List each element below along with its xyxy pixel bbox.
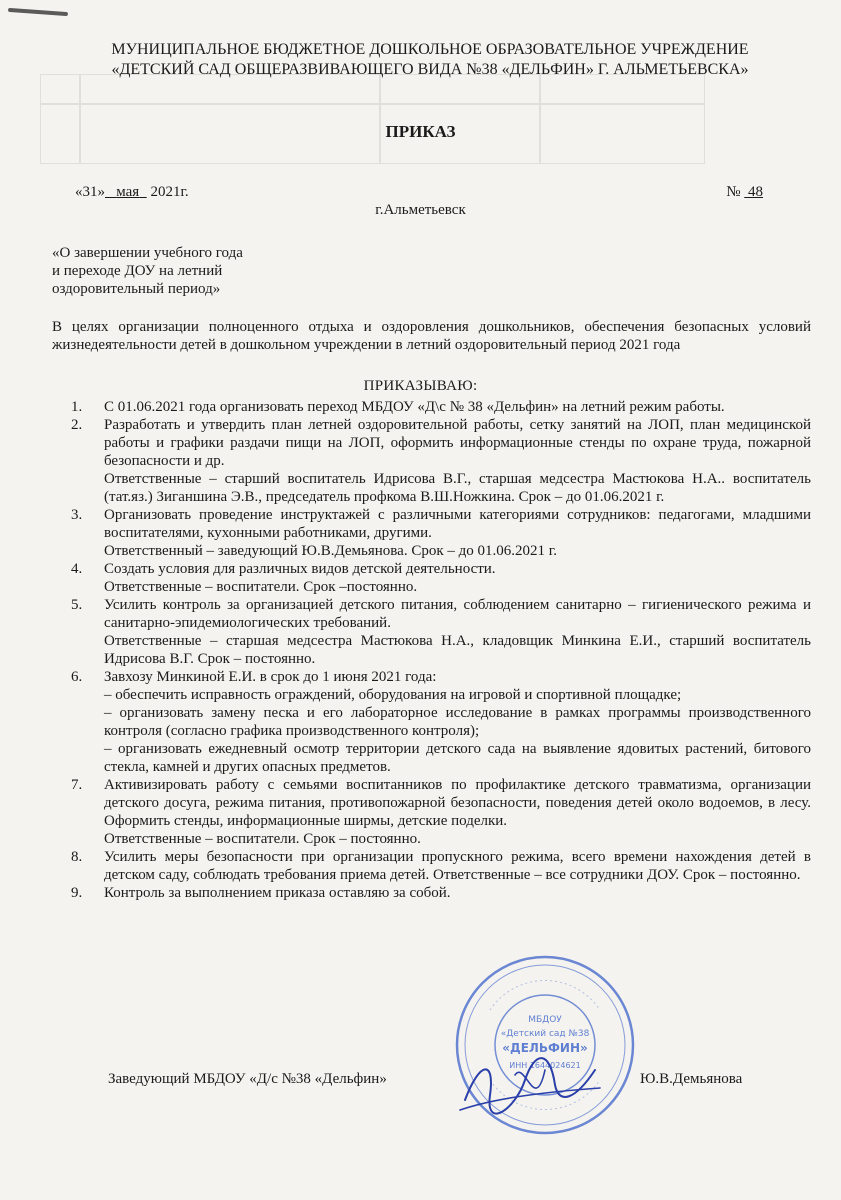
item-responsible: Ответственные – старший воспитатель Идрисова В.Г., старшая медсестра Мастюкова Н.А.. воспитатель (тат.яз.) Зиганшина Э.В., председатель профкома В.Ш.Ножкина. Срок – до 01.06.2021 г. [104, 471, 811, 505]
signatory-name: Ю.В.Демьянова [640, 1071, 743, 1087]
item-subtask: – организовать ежедневный осмотр территории детского сада на выявление ядовитых растений, битового стекла, камней и других опасных предметов. [104, 741, 811, 775]
item-subtask: – обеспечить исправность ограждений, оборудования на игровой и спортивной площадке; [104, 687, 682, 703]
subject-line-1: «О завершении учебного года [52, 245, 243, 261]
item-text: Усилить меры безопасности при организации пропускного режима, всего времени нахождения детей в детском саду, соблюдать требования приема детей. Ответственные – все сотрудники ДОУ. Срок – постоянно. [104, 849, 811, 883]
header-line-2: «ДЕТСКИЙ САД ОБЩЕРАЗВИВАЮЩЕГО ВИДА №38 «ДЕЛЬФИН» Г. АЛЬМЕТЬЕВСКА» [111, 61, 749, 78]
date-day: «31» [75, 184, 105, 200]
seal-line-2: «Детский сад №38 [500, 1029, 590, 1039]
item-text: Разработать и утвердить план летней оздоровительной работы, сетку занятий на ЛОП, план медицинской работы и графики раздачи пищи на ЛОП, оформить информационные стенды по охране труда, пожарной безопасности и др. [104, 417, 811, 469]
header-line-1: МУНИЦИПАЛЬНОЕ БЮДЖЕТНОЕ ДОШКОЛЬНОЕ ОБРАЗОВАТЕЛЬНОЕ УЧРЕЖДЕНИЕ [111, 41, 749, 58]
order-word: ПРИКАЗЫВАЮ: [363, 378, 478, 394]
date-year: 2021г. [150, 184, 189, 200]
order-items [52, 398, 811, 902]
order-subject [52, 244, 312, 298]
city: г.Альметьевск [375, 202, 466, 218]
order-item: 5. Усилить контроль за организацией детского питания, соблюдением санитарно – гигиенического режима и санитарно-эпидемиологических требований. Ответственные – старшая медсестра Мастюкова Н.А., кладовщик Минкина Е.И., старший воспитатель Идрисова В.Г. Срок – постоянно. [71, 597, 811, 667]
item-text: Завхозу Минкиной Е.И. в срок до 1 июня 2021 года: [104, 669, 437, 685]
order-date [75, 184, 189, 201]
item-responsible: Ответственный – заведующий Ю.В.Демьянова. Срок – до 01.06.2021 г. [104, 543, 557, 559]
order-number [726, 184, 763, 201]
date-month: мая [116, 184, 140, 200]
signatory-position: Заведующий МБДОУ «Д/с №38 «Дельфин» [108, 1071, 387, 1087]
seal-line-1: МБДОУ [528, 1015, 562, 1025]
item-responsible: Ответственные – воспитатели. Срок – постоянно. [104, 831, 421, 847]
order-item: 6. Завхозу Минкиной Е.И. в срок до 1 июня 2021 года: – обеспечить исправность ограждений, оборудования на игровой и спортивной площадке; – организовать замену песка и его лабораторное исследование в рамках программы производственного контроля (согласно графика производственного контроля); – организовать ежедневный осмотр территории детского сада на выявление ядовитых растений, битового стекла, камней и других опасных предметов. [71, 669, 811, 775]
order-item: 9. Контроль за выполнением приказа оставляю за собой. [52, 884, 811, 902]
item-responsible: Ответственные – старшая медсестра Мастюкова Н.А., кладовщик Минкина Е.И., старший воспитатель Идрисова В.Г. Срок – постоянно. [104, 633, 811, 667]
document-title: ПРИКАЗ [385, 122, 456, 141]
item-responsible: Ответственные – воспитатели. Срок –постоянно. [104, 579, 418, 595]
item-text: Активизировать работу с семьями воспитанников по профилактике детского травматизма, организации детского досуга, режима питания, противопожарной безопасности, поведения детей около водоемов, в лесу. Оформить стенды, информационные ширмы, детские поделки. [104, 777, 811, 829]
seal-line-3: «ДЕЛЬФИН» [502, 1041, 588, 1055]
order-item: 7. Активизировать работу с семьями воспитанников по профилактике детского травматизма, организации детского досуга, режима питания, противопожарной безопасности, поведения детей около водоемов, в лесу. Оформить стенды, информационные ширмы, детские поделки. Ответственные – воспитатели. Срок – постоянно. [71, 777, 811, 847]
bleed-through-table [40, 74, 705, 164]
handwritten-signature [455, 1040, 605, 1120]
scan-mark [8, 8, 68, 16]
item-text: Усилить контроль за организацией детского питания, соблюдением санитарно – гигиенического режима и санитарно-эпидемиологических требований. [104, 597, 811, 631]
item-text: С 01.06.2021 года организовать переход МБДОУ «Д\с № 38 «Дельфин» на летний режим работы. [104, 399, 725, 415]
order-item: 3. Организовать проведение инструктажей с различными категориями сотрудников: педагогами, младшими воспитателями, кухонными работниками, другими. Ответственный – заведующий Ю.В.Демьянова. Срок – до 01.06.2021 г. [71, 507, 811, 559]
intro-paragraph: В целях организации полноценного отдыха и оздоровления дошкольников, обеспечения безопасных условий жизнедеятельности детей в дошкольном учреждении в летний оздоровительный период 2021 года [52, 319, 811, 353]
number-sign: № [726, 184, 741, 200]
seal-line-4: ИНН 1644024621 [509, 1061, 581, 1070]
subject-line-3: оздоровительный период» [52, 281, 221, 297]
number-value: 48 [748, 184, 763, 200]
item-text: Создать условия для различных видов детской деятельности. [104, 561, 496, 577]
item-subtask: – организовать замену песка и его лабораторное исследование в рамках программы производственного контроля (согласно графика производственного контроля); [104, 705, 811, 739]
order-item: 1. С 01.06.2021 года организовать переход МБДОУ «Д\с № 38 «Дельфин» на летний режим работы. [52, 398, 811, 416]
subject-line-2: и переходе ДОУ на летний [52, 263, 223, 279]
institution-header [40, 40, 820, 80]
order-item: 4. Создать условия для различных видов детской деятельности. Ответственные – воспитатели. Срок –постоянно. [52, 560, 811, 596]
item-text: Контроль за выполнением приказа оставляю за собой. [104, 885, 451, 901]
item-text: Организовать проведение инструктажей с различными категориями сотрудников: педагогами, младшими воспитателями, кухонными работниками, другими. [104, 507, 811, 541]
order-item: 2. Разработать и утвердить план летней оздоровительной работы, сетку занятий на ЛОП, план медицинской работы и графики раздачи пищи на ЛОП, оформить информационные стенды по охране труда, пожарной безопасности и др. Ответственные – старший воспитатель Идрисова В.Г., старшая медсестра Мастюкова Н.А.. воспитатель (тат.яз.) Зиганшина Э.В., председатель профкома В.Ш.Ножкина. Срок – до 01.06.2021 г. [71, 417, 811, 505]
order-item: 8. Усилить меры безопасности при организации пропускного режима, всего времени нахождения детей в детском саду, соблюдать требования приема детей. Ответственные – все сотрудники ДОУ. Срок – постоянно. [71, 849, 811, 883]
